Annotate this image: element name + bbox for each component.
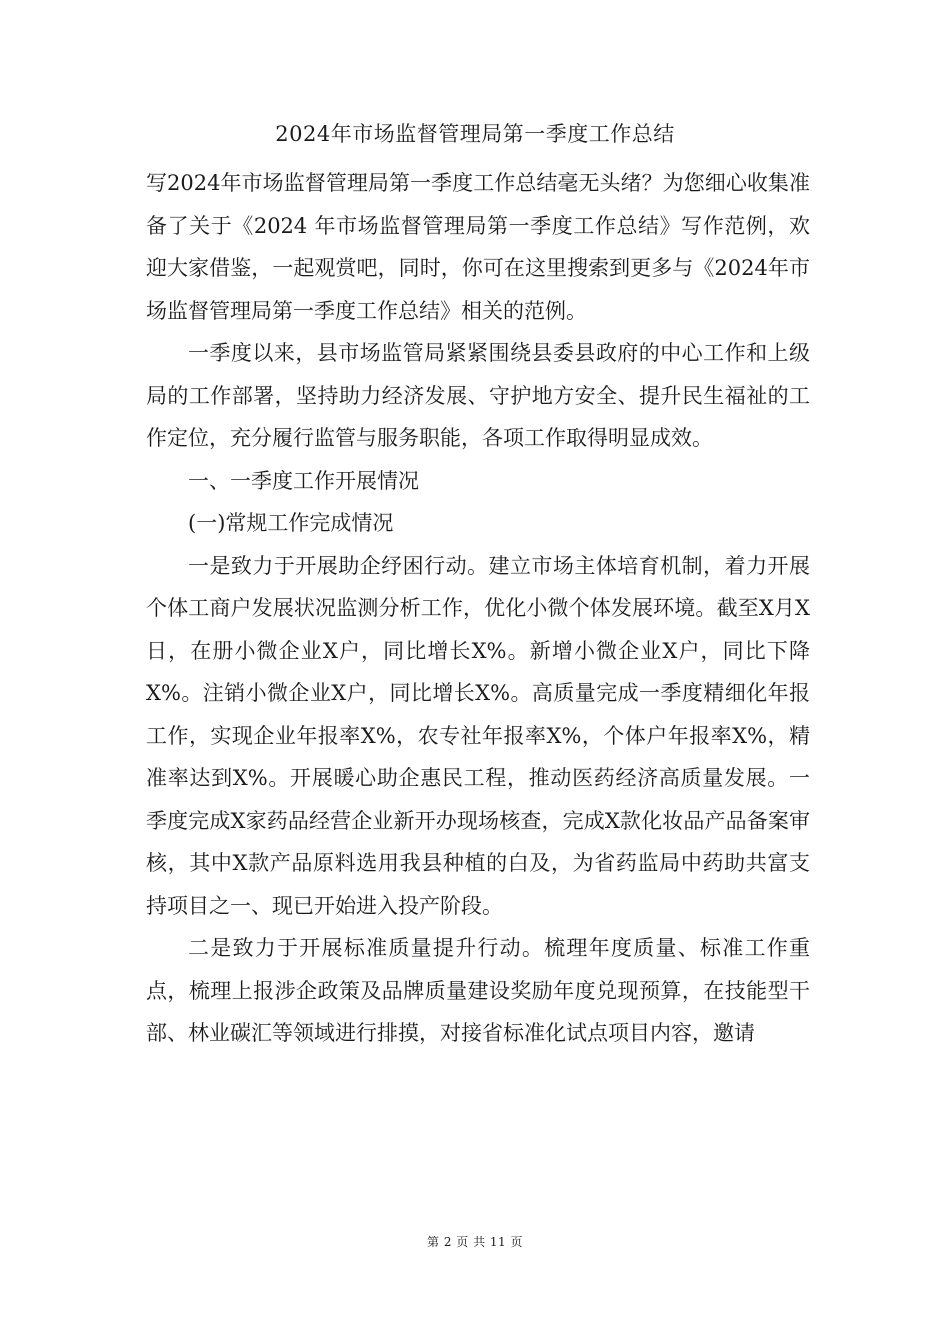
summary-paragraph: 一季度以来，县市场监管局紧紧围绕县委县政府的中心工作和上级局的工作部署，坚持助力经济发展、守护地方安全、提升民生福祉的工作定位，充分履行监管与服务职能，各项工作取得明显成效。 — [146, 341, 810, 450]
page-footer: 第 2 页 共 11 页 — [427, 1235, 523, 1249]
intro-paragraph: 写2024年市场监督管理局第一季度工作总结毫无头绪？为您细心收集准备了关于《2024 年市场监督管理局第一季度工作总结》写作范例，欢迎大家借鉴，一起观赏吧，同时，你可在这里搜索到更多与《2024年市场监督管理局第一季度工作总结》相关的范例。 — [146, 171, 810, 323]
document-body — [146, 162, 810, 1055]
subsection-heading: (一)常规工作完成情况 — [188, 511, 394, 535]
body-paragraph: 一是致力于开展助企纾困行动。建立市场主体培育机制，着力开展个体工商户发展状况监测分析工作，优化小微个体发展环境。截至X月X日，在册小微企业X户，同比增长X%。新增小微企业X户，同比下降 X%。注销小微企业X户，同比增长X%。高质量完成一季度精细化年报工作，实现企业年报率X%，农专社年报率X%，个体户年报率X%，精准率达到X%。开展暖心助企惠民工程，推动医药经济高质量发展。一季度完成X家药品经营企业新开办现场核查，完成X款化妆品产品备案审核，其中X款产品原料选用我县种植的白及，为省药监局中药助共富支持项目之一、现已开始进入投产阶段。 — [146, 553, 810, 918]
body-paragraph: 二是致力于开展标准质量提升行动。梳理年度质量、标准工作重点，梳理上报涉企政策及品牌质量建设奖励年度兑现预算，在技能型干部、林业碳汇等领域进行排摸，对接省标准化试点项目内容，邀请 — [146, 936, 810, 1045]
section-heading: 一、一季度工作开展情况 — [188, 468, 419, 493]
document-title: 2024年市场监督管理局第一季度工作总结 — [275, 122, 675, 146]
